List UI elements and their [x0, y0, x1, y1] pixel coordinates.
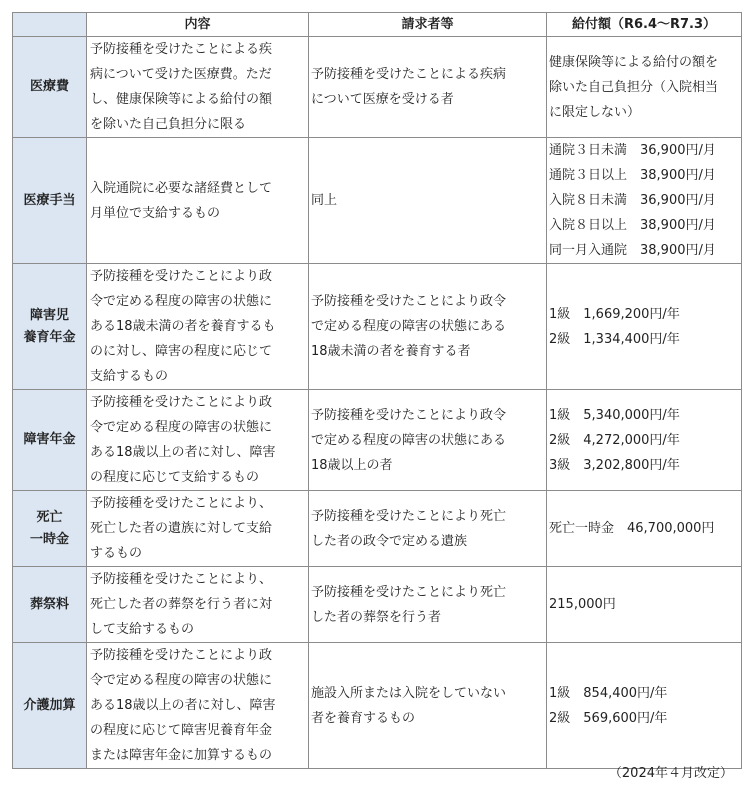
- row-content-line: 支給するもの: [90, 369, 169, 384]
- benefit-table: [12, 12, 742, 769]
- row-requester-line: 施設入所または入院をしていない: [311, 685, 507, 701]
- row-requester-line: 18歳未満の者を養育する者: [311, 344, 471, 359]
- row-content-line: のに対し、障害の程度に応じて: [90, 344, 273, 359]
- row-requester: [309, 643, 547, 769]
- row-amount-line: 2級 1,334,400円/年: [549, 331, 680, 347]
- row-content-line: 死亡した者の遺族に対して支給: [90, 521, 273, 536]
- row-requester: [309, 390, 547, 491]
- row-content-line: 死亡した者の葬祭を行う者に対: [90, 597, 273, 612]
- row-name-line: 障害児: [29, 307, 69, 323]
- row-content-line: を除いた自己負担分に限る: [90, 117, 247, 132]
- row-content-line: 予防接種を受けたことにより、: [90, 572, 273, 587]
- row-name: [13, 491, 87, 567]
- table-row: [13, 567, 742, 643]
- table-row: [13, 491, 742, 567]
- row-content-line: 令で定める程度の障害の状態に: [90, 420, 273, 435]
- row-amount: [547, 390, 742, 491]
- row-content: [87, 264, 309, 390]
- row-content-line: ある18歳以上の者に対し、障害: [90, 445, 276, 460]
- header-requester: 請求者等: [309, 13, 547, 37]
- row-content: [87, 37, 309, 138]
- row-name: [13, 390, 87, 491]
- row-amount: [547, 264, 742, 390]
- row-requester: [309, 138, 547, 264]
- header-amount: 給付額（R6.4～R7.3）: [547, 13, 742, 37]
- row-requester-line: 者を養育するもの: [311, 710, 416, 726]
- row-requester-line: した者の葬祭を行う者: [311, 609, 442, 625]
- row-content-line: ある18歳以上の者に対し、障害: [90, 698, 276, 713]
- table-row: [13, 643, 742, 769]
- row-requester: [309, 37, 547, 138]
- row-amount-line: 1級 1,669,200円/年: [549, 306, 680, 322]
- row-name: [13, 643, 87, 769]
- row-amount-line: 除いた自己負担分（入院相当: [549, 79, 719, 95]
- row-name-line: 葬祭料: [29, 596, 69, 612]
- row-content-line: し、健康保険等による給付の額: [90, 92, 273, 107]
- row-name: [13, 37, 87, 138]
- row-requester-line: 18歳以上の者: [311, 457, 393, 473]
- row-amount-line: 3級 3,202,800円/年: [549, 457, 680, 473]
- row-amount-line: に限定しない）: [549, 104, 641, 120]
- row-content: [87, 138, 309, 264]
- row-content-line: 入院通院に必要な諸経費として: [90, 180, 273, 196]
- row-name-line: 介護加算: [23, 697, 76, 713]
- row-name-line: 障害年金: [23, 432, 76, 447]
- row-amount-line: 入院８日以上 38,900円/月: [549, 218, 716, 233]
- row-amount: [547, 491, 742, 567]
- header-corner: [13, 13, 87, 37]
- row-content-line: 予防接種を受けたことにより政: [90, 395, 273, 410]
- row-requester-line: 同上: [311, 193, 338, 208]
- row-requester-line: 予防接種を受けたことにより死亡: [311, 584, 507, 600]
- row-requester-line: 予防接種を受けたことにより死亡: [311, 508, 507, 524]
- row-name: [13, 567, 87, 643]
- row-amount-line: 同一月入通院 38,900円/月: [549, 243, 716, 258]
- row-requester-line: 予防接種を受けたことにより政令: [311, 407, 507, 423]
- row-content-line: 令で定める程度の障害の状態に: [90, 673, 273, 688]
- row-amount-line: 2級 569,600円/年: [549, 710, 668, 726]
- row-content-line: または障害年金に加算するもの: [90, 748, 273, 763]
- row-content: [87, 390, 309, 491]
- row-name-line: 死亡: [36, 509, 63, 525]
- table-row: [13, 264, 742, 390]
- row-content: [87, 491, 309, 567]
- row-requester-line: で定める程度の障害の状態にある: [311, 319, 507, 334]
- row-amount-line: 死亡一時金 46,700,000円: [549, 521, 715, 536]
- row-content-line: ある18歳未満の者を養育するも: [90, 319, 276, 334]
- row-amount-line: 215,000円: [549, 597, 616, 612]
- row-content-line: 予防接種を受けたことにより政: [90, 648, 273, 663]
- row-amount-line: 1級 5,340,000円/年: [549, 407, 680, 423]
- row-name-line: 医療手当: [23, 192, 76, 208]
- row-name-line: 医療費: [29, 79, 69, 94]
- row-content-line: 月単位で支給するもの: [90, 205, 221, 221]
- row-content-line: 病について受けた医療費。ただ: [90, 67, 272, 82]
- row-amount: [547, 138, 742, 264]
- row-requester-line: について医療を受ける者: [311, 92, 454, 107]
- row-amount-line: 2級 4,272,000円/年: [549, 432, 680, 448]
- row-content: [87, 567, 309, 643]
- header-row: [13, 13, 742, 37]
- row-name-line: 一時金: [29, 531, 69, 547]
- row-content: [87, 643, 309, 769]
- row-content-line: の程度に応じて障害児養育年金: [90, 723, 273, 738]
- row-requester-line: した者の政令で定める遺族: [311, 533, 468, 549]
- row-amount-line: 健康保険等による給付の額を: [549, 54, 719, 70]
- row-amount-line: 通院３日未満 36,900円/月: [549, 143, 716, 158]
- row-content-line: の程度に応じて支給するもの: [90, 470, 260, 485]
- row-content-line: して支給するもの: [90, 622, 195, 637]
- row-amount-line: 入院８日未満 36,900円/月: [549, 193, 716, 208]
- row-requester-line: 予防接種を受けたことにより政令: [311, 294, 507, 309]
- table-row: [13, 390, 742, 491]
- row-requester: [309, 567, 547, 643]
- revision-note: （2024年４月改定）: [608, 766, 733, 781]
- row-amount: [547, 37, 742, 138]
- row-name: [13, 264, 87, 390]
- header-content: 内容: [87, 13, 309, 37]
- row-requester: [309, 491, 547, 567]
- row-content-line: するもの: [90, 546, 143, 561]
- row-amount-line: 1級 854,400円/年: [549, 685, 668, 701]
- row-amount-line: 通院３日以上 38,900円/月: [549, 168, 716, 183]
- row-content-line: 予防接種を受けたことにより、: [90, 496, 273, 511]
- table-body: [13, 37, 742, 769]
- row-name: [13, 138, 87, 264]
- table-row: [13, 138, 742, 264]
- row-content-line: 令で定める程度の障害の状態に: [90, 294, 273, 309]
- row-name-line: 養育年金: [23, 329, 76, 345]
- row-content-line: 予防接種を受けたことにより政: [90, 269, 273, 284]
- row-amount: [547, 567, 742, 643]
- row-content-line: 予防接種を受けたことによる疾: [90, 42, 273, 57]
- row-requester-line: 予防接種を受けたことによる疾病: [311, 67, 507, 82]
- row-amount: [547, 643, 742, 769]
- row-requester-line: で定める程度の障害の状態にある: [311, 432, 507, 448]
- row-requester: [309, 264, 547, 390]
- table-row: [13, 37, 742, 138]
